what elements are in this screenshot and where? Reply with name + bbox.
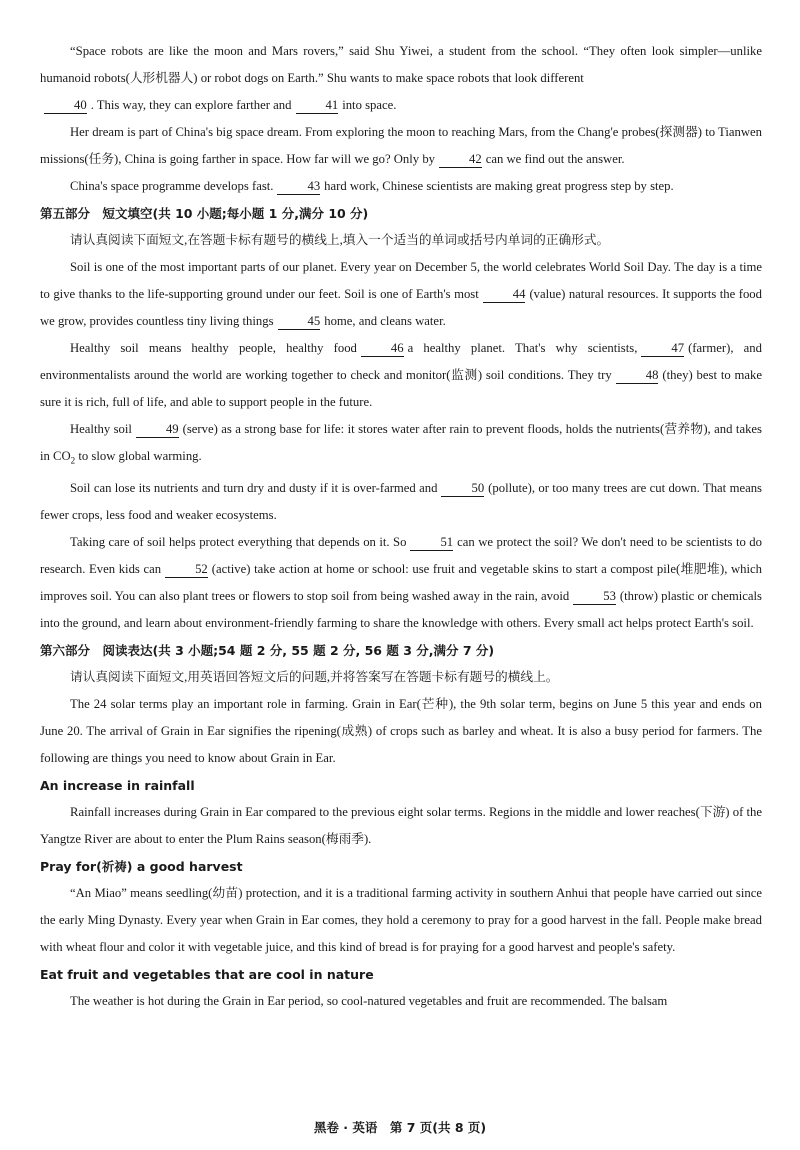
section-6-heading: 第六部分 阅读表达(共 3 小题;54 题 2 分, 55 题 2 分, 56 题 3 分,满分 7 分) [40, 642, 495, 658]
blank-53[interactable]: 53 [573, 588, 616, 605]
blank-45[interactable]: 45 [278, 313, 321, 330]
blank-42[interactable]: 42 [439, 151, 482, 168]
blank-43[interactable]: 43 [277, 178, 320, 195]
page-footer: 黑卷 · 英语 第 7 页(共 8 页) [313, 1120, 487, 1135]
soil-paragraph-5: Taking care of soil helps protect everything that depends on it. So 51 can we protect the soil? We don't need to be scientists to do research. Even kids can 52 (active) take action at home or school: use fruit and vegetable skins to start a compost pile(堆肥堆), which improves soil. You can also plant trees or flowers to stop soil from being washed away in the rain, avoid 53 (throw) plastic or chemicals into the ground, and learn about environment-friendly farming to share the knowledge with others. Every small act helps protect Earth's soil. [40, 534, 762, 630]
blank-41[interactable]: 41 [296, 97, 339, 114]
fruit-text: The weather is hot during the Grain in Ear period, so cool-natured vegetables and fruit are recommended. The balsam [70, 993, 668, 1008]
blank-50[interactable]: 50 [441, 480, 484, 497]
blank-46[interactable]: 46 [361, 340, 404, 357]
section-5-heading: 第五部分 短文填空(共 10 小题;每小题 1 分,满分 10 分) [40, 206, 369, 221]
space-paragraph-3: China's space programme develops fast. 43 hard work, Chinese scientists are making great progress step by step. [70, 179, 674, 193]
soil-paragraph-1: Soil is one of the most important parts of our planet. Every year on December 5, the world celebrates World Soil Day. The day is a time to give thanks to the life-supporting ground under our feet. Soil is one of Earth's most 44 (value) natural resources. It supports the food we grow, provides countless tiny living things 45 home, and cleans water. [40, 260, 762, 328]
space-paragraph-2: Her dream is part of China's big space dream. From exploring the moon to reaching Mars, from the Chang'e probes(探测器) to Tianwen missions(任务), China is going farther in space. How far will we go? Only by 42 can we find out the answer. [40, 125, 762, 166]
blank-52[interactable]: 52 [165, 561, 208, 578]
blank-40[interactable]: 40 [44, 97, 87, 114]
subheading-fruit: Eat fruit and vegetables that are cool in nature [40, 966, 374, 982]
harvest-text: “An Miao” means seedling(幼苗) protection, and it is a traditional farming activity in southern Anhui that people have carried out since the early Ming Dynasty. Every year when Grain in Ear comes, they hold a ceremony to pray for a good harvest in the fall. People make bread with wheat flour and color it with vegetable juice, and this kind of bread is for praying for a good harvest and people's safety. [40, 885, 762, 954]
blank-48[interactable]: 48 [616, 367, 659, 384]
soil-paragraph-2: Healthy soil means healthy people, healthy food 46 a healthy planet. That's why scientists, 47 (farmer), and environmentalists around the world are working together to check and monitor(监测) soil conditions. They try 48 (they) best to make sure it is rich, full of life, and able to support people in the future. [40, 341, 763, 409]
soil-paragraph-4: Soil can lose its nutrients and turn dry and dusty if it is over-farmed and 50 (pollute), or too many trees are cut down. That means fewer crops, less food and weaker ecosystems. [40, 480, 762, 522]
blank-44[interactable]: 44 [483, 286, 526, 303]
exam-page [40, 38, 762, 1015]
solar-terms-intro: The 24 solar terms play an important role in farming. Grain in Ear(芒种), the 9th solar term, begins on June 5 this year and ends on June 20. The arrival of Grain in Ear signifies the ripening(成熟) of crops such as barley and wheat. It is also a busy period for farmers. The following are things you need to know about Grain in Ear. [40, 696, 762, 765]
subheading-rainfall: An increase in rainfall [40, 777, 195, 793]
subheading-harvest: Pray for(祈祷) a good harvest [40, 858, 243, 874]
space-paragraph-1: “Space robots are like the moon and Mars rovers,” said Shu Yiwei, a student from the school. “They often look simpler—unlike humanoid robots(人形机器人) or robot dogs on Earth.” Shu wants to make space robots that look different 40 . This way, they can explore farther and 41 into space. [40, 44, 762, 112]
section-5-instruction: 请认真阅读下面短文,在答题卡标有题号的横线上,填入一个适当的单词或括号内单词的正确形式。 [70, 233, 610, 247]
rainfall-text: Rainfall increases during Grain in Ear compared to the previous eight solar terms. Regions in the middle and lower reaches(下游) of the Yangtze River are about to enter the Plum Rains season(梅雨季). [40, 804, 762, 846]
co2-subscript: 2 [70, 455, 76, 466]
section-6-instruction: 请认真阅读下面短文,用英语回答短文后的问题,并将答案写在答题卡标有题号的横线上。 [70, 669, 559, 684]
soil-paragraph-3: Healthy soil 49 (serve) as a strong base for life: it stores water after rain to prevent floods, holds the nutrients(营养物), and takes in $CO_2$ to slow global warming. [40, 422, 762, 466]
blank-49[interactable]: 49 [136, 421, 179, 438]
blank-47[interactable]: 47 [641, 340, 684, 357]
blank-51[interactable]: 51 [410, 534, 453, 551]
